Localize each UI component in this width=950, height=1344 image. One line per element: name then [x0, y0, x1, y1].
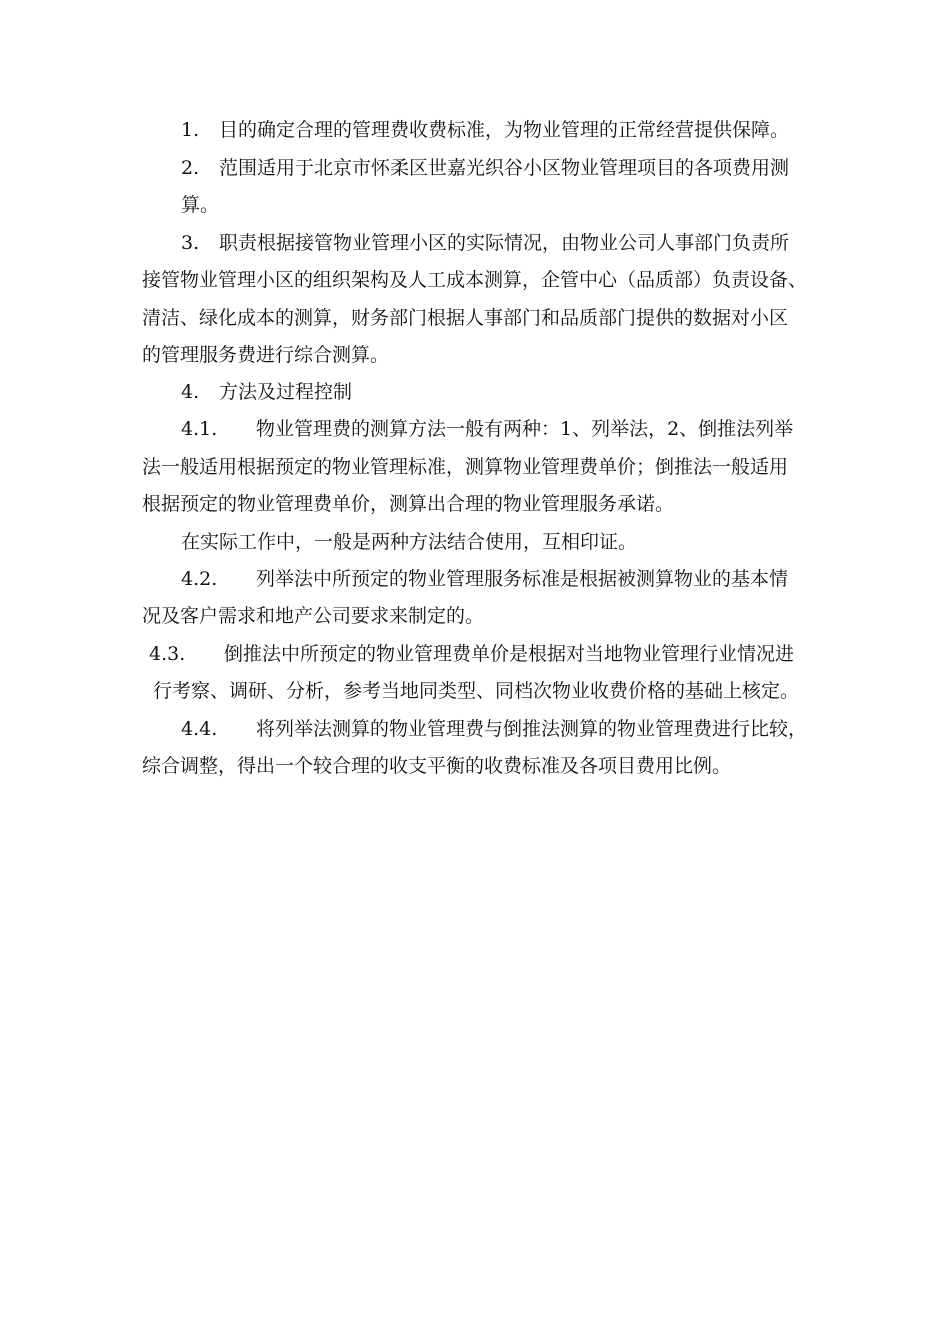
section-4-3-text-1: 倒推法中所预定的物业管理费单价是根据对当地物业管理行业情况进 — [224, 643, 795, 665]
section-3-line-3: 清洁、绿化成本的测算，财务部门根据人事部门和品质部门提供的数据对小区 — [142, 307, 789, 329]
section-4-1-line-3: 根据预定的物业管理费单价，测算出合理的物业管理服务承诺。 — [142, 493, 675, 515]
section-4-2-text-1: 列举法中所预定的物业管理服务标准是根据被测算物业的基本情 — [256, 568, 789, 590]
section-4-number: 4. — [181, 381, 200, 403]
section-2-line-1 — [181, 156, 789, 180]
section-1-text: 目的确定合理的管理费收费标准，为物业管理的正常经营提供保障。 — [219, 119, 790, 141]
section-3-number: 3. — [181, 232, 200, 254]
section-3-text-1: 职责根据接管物业管理小区的实际情况，由物业公司人事部门负责所 — [219, 232, 790, 254]
section-1-line — [181, 118, 789, 142]
practice-note: 在实际工作中，一般是两种方法结合使用，互相印证。 — [181, 531, 638, 553]
section-1-number: 1. — [181, 119, 200, 141]
section-4-3-line-1 — [149, 642, 794, 666]
section-4-2-line-1 — [181, 567, 788, 591]
section-3-line-4: 的管理服务费进行综合测算。 — [142, 344, 390, 366]
section-2-line-2: 算。 — [181, 194, 220, 216]
section-4-1-line-2: 法一般适用根据预定的物业管理标准，测算物业管理费单价；倒推法一般适用 — [142, 456, 789, 478]
section-4-4-number: 4.4. — [181, 718, 218, 740]
section-3-line-1 — [181, 231, 789, 255]
section-4-1-line-1 — [181, 417, 793, 441]
section-2-text-1: 范围适用于北京市怀柔区世嘉光织谷小区物业管理项目的各项费用测 — [219, 157, 790, 179]
section-4-2-line-2: 况及客户需求和地产公司要求来制定的。 — [142, 605, 485, 627]
section-2-number: 2. — [181, 157, 200, 179]
section-4-2-number: 4.2. — [181, 568, 218, 590]
section-4-3-line-2: 行考察、调研、分析，参考当地同类型、同档次物业收费价格的基础上核定。 — [153, 680, 800, 702]
section-3-line-2: 接管物业管理小区的组织架构及人工成本测算，企管中心（品质部）负责设备、 — [142, 269, 808, 291]
section-4-4-text-1: 将列举法测算的物业管理费与倒推法测算的物业管理费进行比较， — [256, 718, 808, 740]
section-4-3-number: 4.3. — [149, 643, 186, 665]
section-4-title: 方法及过程控制 — [219, 381, 353, 403]
section-4-4-line-1 — [181, 717, 807, 741]
section-4-1-text-1: 物业管理费的测算方法一般有两种：1、列举法，2、倒推法列举 — [256, 418, 794, 440]
section-4-4-line-2: 综合调整，得出一个较合理的收支平衡的收费标准及各项目费用比例。 — [142, 755, 732, 777]
section-4-1-number: 4.1. — [181, 418, 218, 440]
section-4-heading — [181, 380, 352, 404]
